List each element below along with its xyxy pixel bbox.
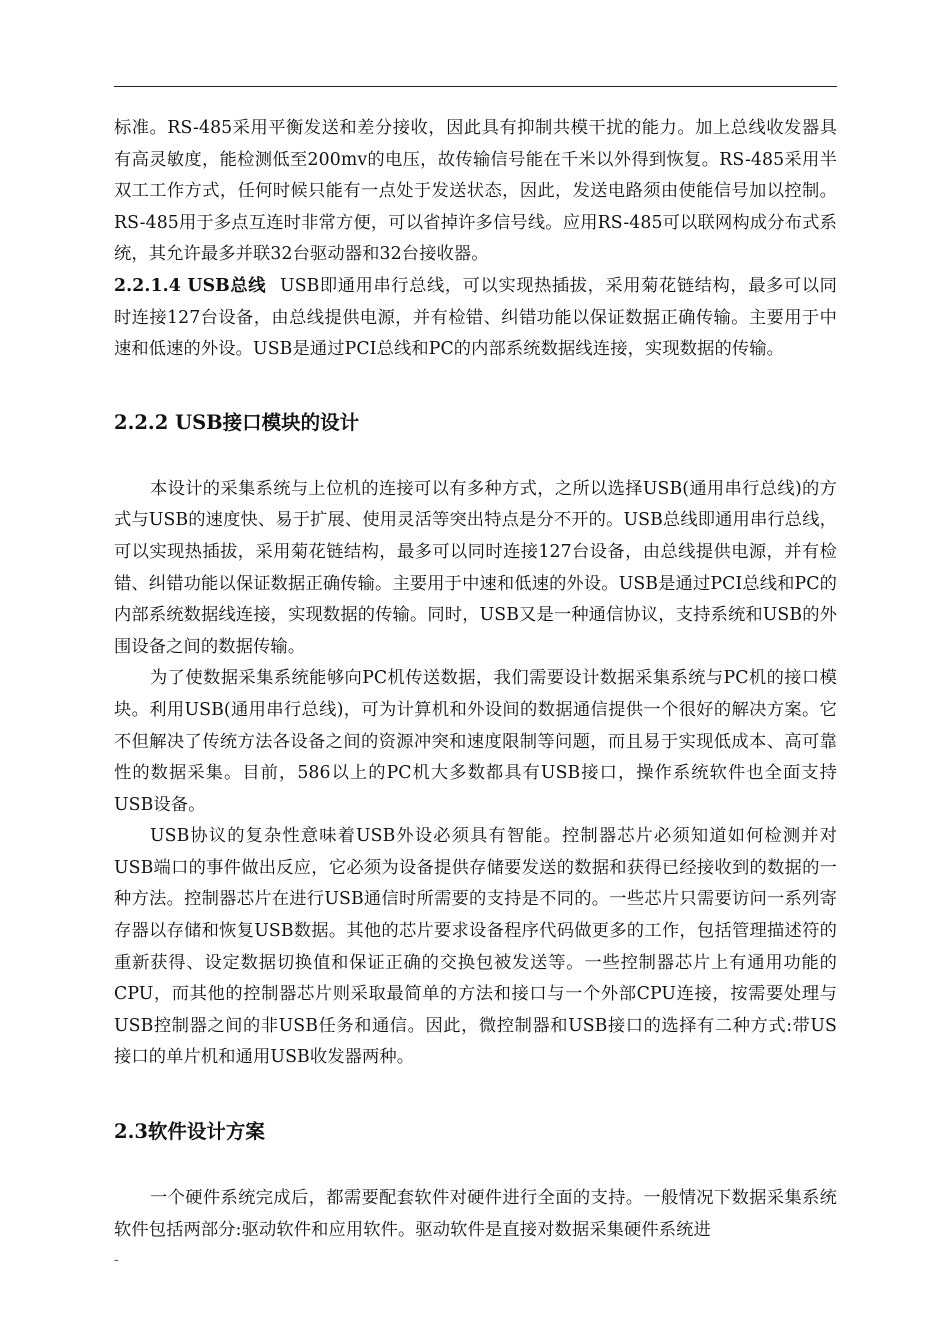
subsection-2214-paragraph	[114, 271, 837, 366]
footer-mark: -	[114, 1252, 119, 1268]
section-222-paragraph-3: USB协议的复杂性意味着USB外设必须具有智能。控制器芯片必须知道如何检测并对USB端口的事件做出反应，它必须为设备提供存储要发送的数据和获得已经接收到的数据的一种方法。控制器芯片在进行USB通信时所需要的支持是不同的。一些芯片只需要访问一系列寄存器以存储和恢复USB数据。其他的芯片要求设备程序代码做更多的工作，包括管理描述符的重新获得、设定数据切换值和保证正确的交换包被发送等。一些控制器芯片上有通用功能的CPU，而其他的控制器芯片则采取最简单的方法和接口与一个外部CPU连接，按需要处理与USB控制器之间的非USB任务和通信。因此，微控制器和USB接口的选择有二种方式:带US接口的单片机和通用USB收发器两种。	[114, 826, 837, 1068]
section-23-paragraph-1: 一个硬件系统完成后，都需要配套软件对硬件进行全面的支持。一般情况下数据采集系统软件包括两部分:驱动软件和应用软件。驱动软件是直接对数据采集硬件系统进	[114, 1188, 837, 1240]
subsection-2214-heading: 2.2.1.4 USB总线	[114, 275, 267, 296]
section-222-heading: 2.2.2 USB接口模块的设计	[114, 410, 360, 434]
section-222-paragraph-2: 为了使数据采集系统能够向PC机传送数据，我们需要设计数据采集系统与PC机的接口模块。利用USB(通用串行总线)，可为计算机和外设间的数据通信提供一个很好的解决方案。它不但解决了传统方法各设备之间的资源冲突和速度限制等问题，而且易于实现低成本、高可靠性的数据采集。目前，586以上的PC机大多数都具有USB接口，操作系统软件也全面支持USB设备。	[114, 668, 837, 815]
header-rule	[114, 86, 837, 87]
subsection-2214-text: USB即通用串行总线，可以实现热插拔，采用菊花链结构，最多可以同时连接127台设备，由总线提供电源，并有检错、纠错功能以保证数据正确传输。主要用于中速和低速的外设。USB是通过PCI总线和PC的内部系统数据线连接，实现数据的传输。	[114, 275, 837, 360]
section-23-heading: 2.3软件设计方案	[114, 1120, 265, 1144]
intro-paragraph: 标准。RS-485采用平衡发送和差分接收，因此具有抑制共模干扰的能力。加上总线收发器具有高灵敏度，能检测低至200mv的电压，故传输信号能在千米以外得到恢复。RS-485采用半双工工作方式，任何时候只能有一点处于发送状态，因此，发送电路须由使能信号加以控制。RS-485用于多点互连时非常方便，可以省掉许多信号线。应用RS-485可以联网构成分布式系统，其允许最多并联32台驱动器和32台接收器。	[114, 118, 837, 265]
document-body	[114, 113, 837, 1246]
section-222-paragraph-1: 本设计的采集系统与上位机的连接可以有多种方式，之所以选择USB(通用串行总线)的方式与USB的速度快、易于扩展、使用灵活等突出特点是分不开的。USB总线即通用串行总线，可以实现热插拔，采用菊花链结构，最多可以同时连接127台设备，由总线提供电源，并有检错、纠错功能以保证数据正确传输。主要用于中速和低速的外设。USB是通过PCI总线和PC的内部系统数据线连接，实现数据的传输。同时，USB又是一种通信协议，支持系统和USB的外围设备之间的数据传输。	[114, 478, 837, 657]
